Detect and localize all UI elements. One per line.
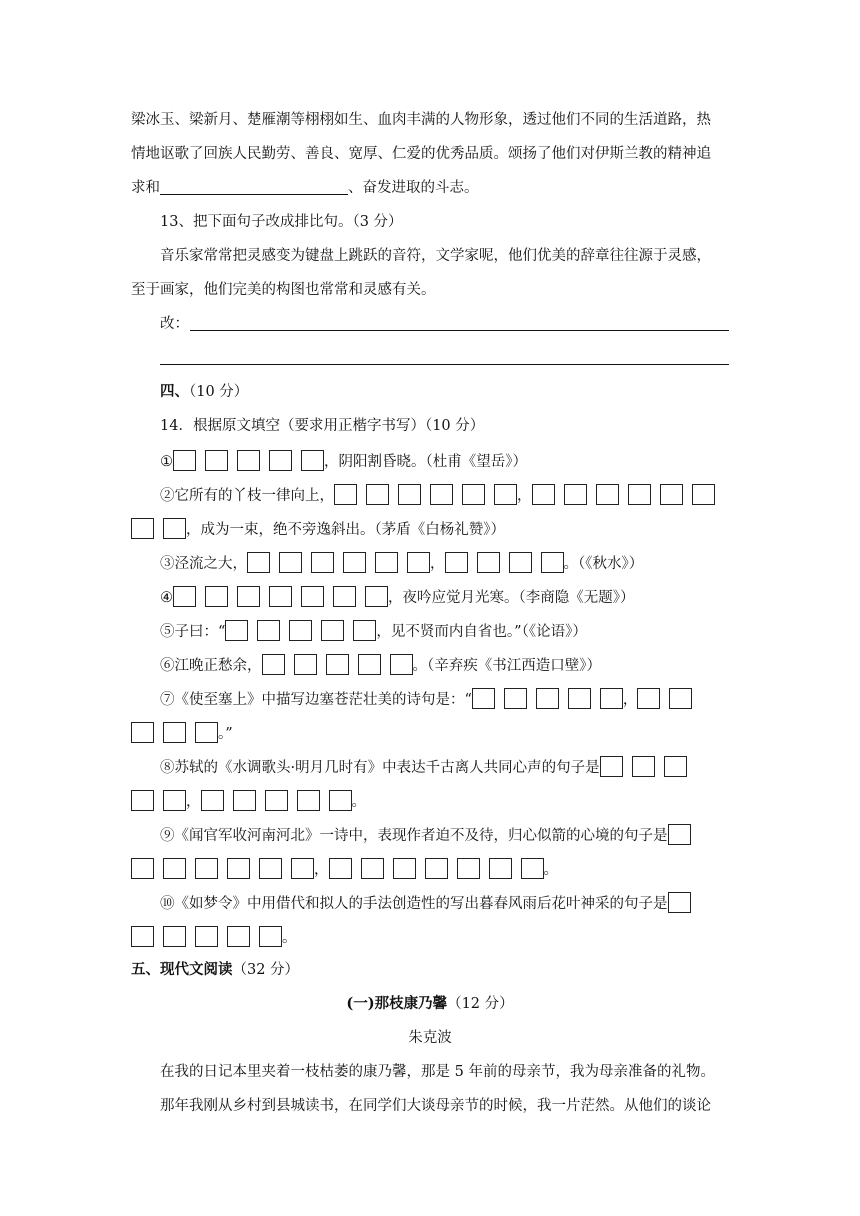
char-box[interactable] — [329, 790, 352, 811]
question-14-title: 14．根据原文填空（要求用正楷字书写）（10 分） — [160, 418, 485, 434]
reading-title-text: (一)那枝康乃馨 — [346, 995, 448, 1012]
char-box[interactable] — [329, 858, 352, 879]
item-text: ， — [430, 556, 445, 572]
char-box[interactable] — [425, 858, 448, 879]
char-box[interactable] — [664, 756, 687, 777]
char-box[interactable] — [600, 688, 623, 709]
char-box[interactable] — [195, 926, 218, 947]
char-box[interactable] — [489, 858, 512, 879]
char-box[interactable] — [131, 518, 154, 539]
char-box[interactable] — [163, 518, 186, 539]
char-box[interactable] — [321, 620, 344, 641]
char-box[interactable] — [225, 620, 248, 641]
char-box[interactable] — [131, 858, 154, 879]
fill-item-8-cont — [131, 790, 366, 812]
char-box[interactable] — [564, 484, 587, 505]
char-box[interactable] — [163, 858, 186, 879]
char-box[interactable] — [237, 586, 260, 607]
char-box[interactable] — [294, 654, 317, 675]
char-box[interactable] — [445, 552, 468, 573]
char-box[interactable] — [334, 484, 357, 505]
item-text: 。 — [543, 862, 558, 878]
char-box[interactable] — [600, 756, 623, 777]
fill-item-7-cont — [131, 722, 233, 744]
item-text: ②它所有的丫枝一律向上， — [160, 488, 334, 504]
paragraph-line: 梁冰玉、梁新月、楚雁潮等栩栩如生、血肉丰满的人物形象，透过他们不同的生活道路，热 — [131, 112, 711, 128]
item-text: ， — [622, 692, 638, 708]
fill-item-6 — [160, 654, 601, 676]
char-box[interactable] — [227, 858, 250, 879]
section-title: 四、 — [160, 383, 189, 400]
char-box[interactable] — [628, 484, 651, 505]
char-box[interactable] — [173, 586, 196, 607]
item-text: 。 — [282, 930, 297, 946]
char-box[interactable] — [494, 484, 517, 505]
char-box[interactable] — [390, 654, 413, 675]
char-box[interactable] — [205, 450, 228, 471]
answer-blank[interactable] — [160, 178, 348, 195]
reading-paragraph: 在我的日记本里夹着一枝枯萎的康乃馨，那是 5 年前的母亲节，我为母亲准备的礼物。 — [160, 1064, 715, 1080]
section-score: （10 分） — [189, 384, 249, 400]
char-box[interactable] — [365, 586, 388, 607]
char-box[interactable] — [668, 892, 691, 913]
char-box[interactable] — [358, 654, 381, 675]
char-box[interactable] — [291, 858, 314, 879]
reading-paragraph: 那年我刚从乡村到县城读书，在同学们大谈母亲节的时候，我一片茫然。从他们的谈论 — [160, 1098, 711, 1114]
char-box[interactable] — [279, 552, 302, 573]
char-box[interactable] — [536, 688, 559, 709]
char-box[interactable] — [201, 790, 224, 811]
char-box[interactable] — [131, 926, 154, 947]
fill-item-7 — [160, 688, 692, 710]
item-text: ⑧苏轼的《水调歌头·明月几时有》中表达千古离人共同心声的句子是 — [160, 760, 600, 776]
char-box[interactable] — [668, 824, 691, 845]
char-box[interactable] — [262, 654, 285, 675]
section-5-heading — [131, 960, 299, 982]
char-box[interactable] — [430, 484, 453, 505]
char-box[interactable] — [521, 858, 544, 879]
item-text: 。 — [351, 794, 366, 810]
char-box[interactable] — [568, 688, 591, 709]
paragraph-line — [131, 178, 479, 200]
char-box[interactable] — [509, 552, 532, 573]
char-box[interactable] — [247, 552, 270, 573]
item-text: ，阴阳割昏晓。（杜甫《望岳》） — [324, 454, 527, 470]
item-text: ⑨《闻官军收河南河北》一诗中，表现作者迫不及待，归心似箭的心境的句子是 — [160, 828, 668, 844]
char-box[interactable] — [462, 484, 485, 505]
reading-author: 朱克波 — [408, 1030, 452, 1046]
char-box[interactable] — [669, 688, 692, 709]
item-text: ⑦《使至塞上》中描写边塞苍茫壮美的诗句是：“ — [160, 692, 472, 708]
char-box[interactable] — [457, 858, 480, 879]
fill-item-3 — [160, 552, 643, 574]
char-box[interactable] — [259, 926, 282, 947]
fill-item-10 — [160, 892, 691, 914]
item-text: ，夜吟应觉月光寒。（李商隐《无题》） — [388, 590, 635, 606]
char-box[interactable] — [472, 688, 495, 709]
char-box[interactable] — [297, 790, 320, 811]
item-text: ，见不贤而内自省也。”（《论语》） — [376, 624, 587, 640]
item-text: ⑩《如梦令》中用借代和拟人的手法创造性的写出暮春风雨后花叶神采的句子是 — [160, 896, 668, 912]
char-box[interactable] — [477, 552, 500, 573]
reading-score: （12 分） — [447, 996, 514, 1012]
char-box[interactable] — [289, 620, 312, 641]
char-box[interactable] — [504, 688, 527, 709]
char-box[interactable] — [407, 552, 430, 573]
char-box[interactable] — [257, 620, 280, 641]
section-title: 五、现代文阅读 — [131, 961, 233, 978]
char-box[interactable] — [301, 450, 324, 471]
question-13-sentence: 音乐家常常把灵感变为键盘上跳跃的音符，文学家呢，他们优美的辞章往往源于灵感， — [160, 248, 711, 264]
char-box[interactable] — [237, 450, 260, 471]
fill-item-5 — [160, 620, 587, 642]
item-text: ③泾流之大， — [160, 556, 247, 572]
item-text: 。” — [218, 726, 233, 742]
char-box[interactable] — [637, 688, 660, 709]
fill-item-10-cont — [131, 926, 297, 948]
item-text: ① — [160, 454, 173, 470]
char-box[interactable] — [195, 722, 218, 743]
rewrite-label: 改： — [160, 316, 189, 332]
char-box[interactable] — [311, 552, 334, 573]
char-box[interactable] — [660, 484, 683, 505]
item-text: 。（《秋水》） — [563, 556, 644, 572]
char-box[interactable] — [131, 722, 154, 743]
char-box[interactable] — [301, 586, 324, 607]
item-text: ， — [517, 488, 532, 504]
char-box[interactable] — [131, 790, 154, 811]
question-13-sentence: 至于画家，他们完美的构图也常常和灵感有关。 — [131, 282, 436, 298]
char-box[interactable] — [233, 790, 256, 811]
fill-item-4 — [160, 586, 635, 608]
answer-line[interactable] — [160, 364, 729, 365]
char-box[interactable] — [532, 484, 555, 505]
section-score: （32 分） — [232, 962, 300, 978]
question-13-title: 13、把下面句子改成排比句。（3 分） — [160, 214, 403, 230]
char-box[interactable] — [596, 484, 619, 505]
char-box[interactable] — [361, 858, 384, 879]
char-box[interactable] — [343, 552, 366, 573]
char-box[interactable] — [632, 756, 655, 777]
paragraph-text: 、奋发进取的斗志。 — [348, 180, 479, 196]
char-box[interactable] — [366, 484, 389, 505]
paragraph-line: 情地讴歌了回族人民勤劳、善良、宽厚、仁爱的优秀品质。颂扬了他们对伊斯兰教的精神追 — [131, 146, 711, 162]
char-box[interactable] — [393, 858, 416, 879]
item-text: ⑥江晚正愁余， — [160, 658, 262, 674]
char-box[interactable] — [692, 484, 715, 505]
char-box[interactable] — [269, 586, 292, 607]
item-text: 。（辛弃疾《书江西造口壁》） — [412, 658, 601, 674]
char-box[interactable] — [269, 450, 292, 471]
fill-item-2 — [160, 484, 715, 506]
item-text: ⑤子曰：“ — [160, 624, 226, 640]
char-box[interactable] — [163, 926, 186, 947]
char-box[interactable] — [326, 654, 349, 675]
char-box[interactable] — [541, 552, 564, 573]
char-box[interactable] — [227, 926, 250, 947]
item-text: ， — [314, 862, 329, 878]
char-box[interactable] — [265, 790, 288, 811]
char-box[interactable] — [353, 620, 376, 641]
char-box[interactable] — [375, 552, 398, 573]
reading-title — [131, 994, 729, 1016]
item-text: ， — [186, 794, 201, 810]
fill-item-9-cont — [131, 858, 558, 880]
fill-item-8 — [160, 756, 687, 778]
char-box[interactable] — [173, 450, 196, 471]
fill-item-9 — [160, 824, 691, 846]
paragraph-text: 求和 — [131, 180, 160, 196]
char-box[interactable] — [398, 484, 421, 505]
item-text: ，成为一束，绝不旁逸斜出。（茅盾《白杨礼赞》） — [186, 522, 505, 538]
fill-item-2-cont — [131, 518, 505, 540]
char-box[interactable] — [163, 790, 186, 811]
section-4-heading — [160, 382, 248, 404]
char-box[interactable] — [195, 858, 218, 879]
item-text: ④ — [160, 590, 173, 606]
answer-line[interactable] — [190, 330, 729, 331]
fill-item-1 — [160, 450, 527, 472]
char-box[interactable] — [205, 586, 228, 607]
char-box[interactable] — [163, 722, 186, 743]
char-box[interactable] — [259, 858, 282, 879]
char-box[interactable] — [333, 586, 356, 607]
